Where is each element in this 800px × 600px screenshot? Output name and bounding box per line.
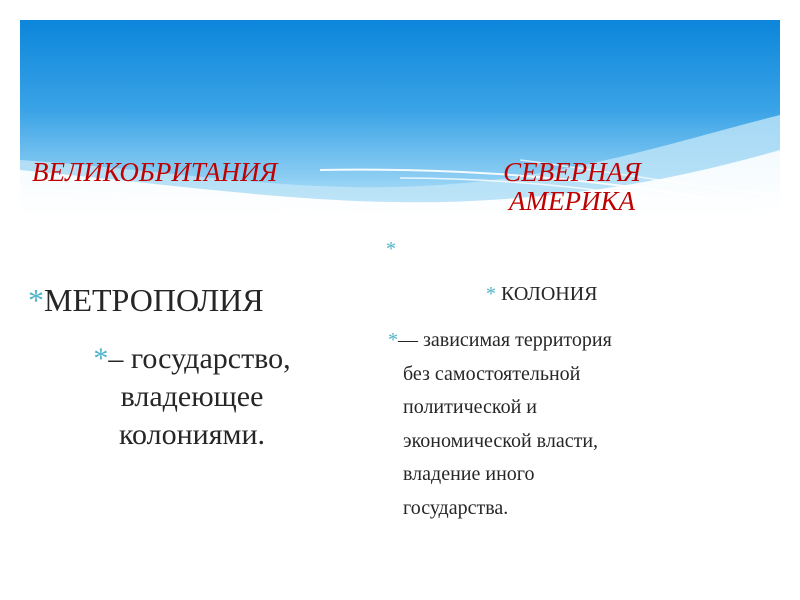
slide — [20, 20, 780, 585]
bullet-icon: * — [388, 329, 398, 351]
colony-def-line2: без самостоятельной — [403, 362, 581, 385]
bullet-icon: * — [386, 238, 396, 260]
colony-term-text: КОЛОНИЯ — [501, 283, 598, 305]
metropolis-def-line2: владеющее — [120, 380, 264, 413]
metropolis-def-line1: – государство, — [108, 342, 291, 375]
heading-great-britain: ВЕЛИКОБРИТАНИЯ — [32, 157, 278, 187]
heading-north-america — [472, 158, 672, 216]
colony-def-line1: — зависимая территория — [398, 329, 612, 351]
metropolis-def-line3: колониями. — [118, 418, 266, 451]
metropolis-term-text: МЕТРОПОЛИЯ — [44, 282, 264, 318]
heading-north-america-line1: СЕВЕРНАЯ — [503, 157, 641, 187]
metropolis-term — [28, 282, 264, 318]
colony-definition — [388, 324, 728, 525]
empty-bullet — [386, 238, 396, 260]
colony-def-line3: политической и — [403, 396, 537, 418]
bullet-icon: * — [486, 283, 496, 305]
colony-def-line5: владение иного — [403, 463, 535, 485]
bullet-icon: * — [28, 282, 44, 318]
bullet-icon: * — [93, 342, 109, 375]
colony-term — [486, 282, 598, 306]
colony-def-line4: экономической власти, — [403, 429, 599, 452]
heading-north-america-line2: АМЕРИКА — [509, 186, 635, 216]
metropolis-definition — [42, 340, 342, 454]
colony-def-line6: государства. — [403, 496, 509, 519]
